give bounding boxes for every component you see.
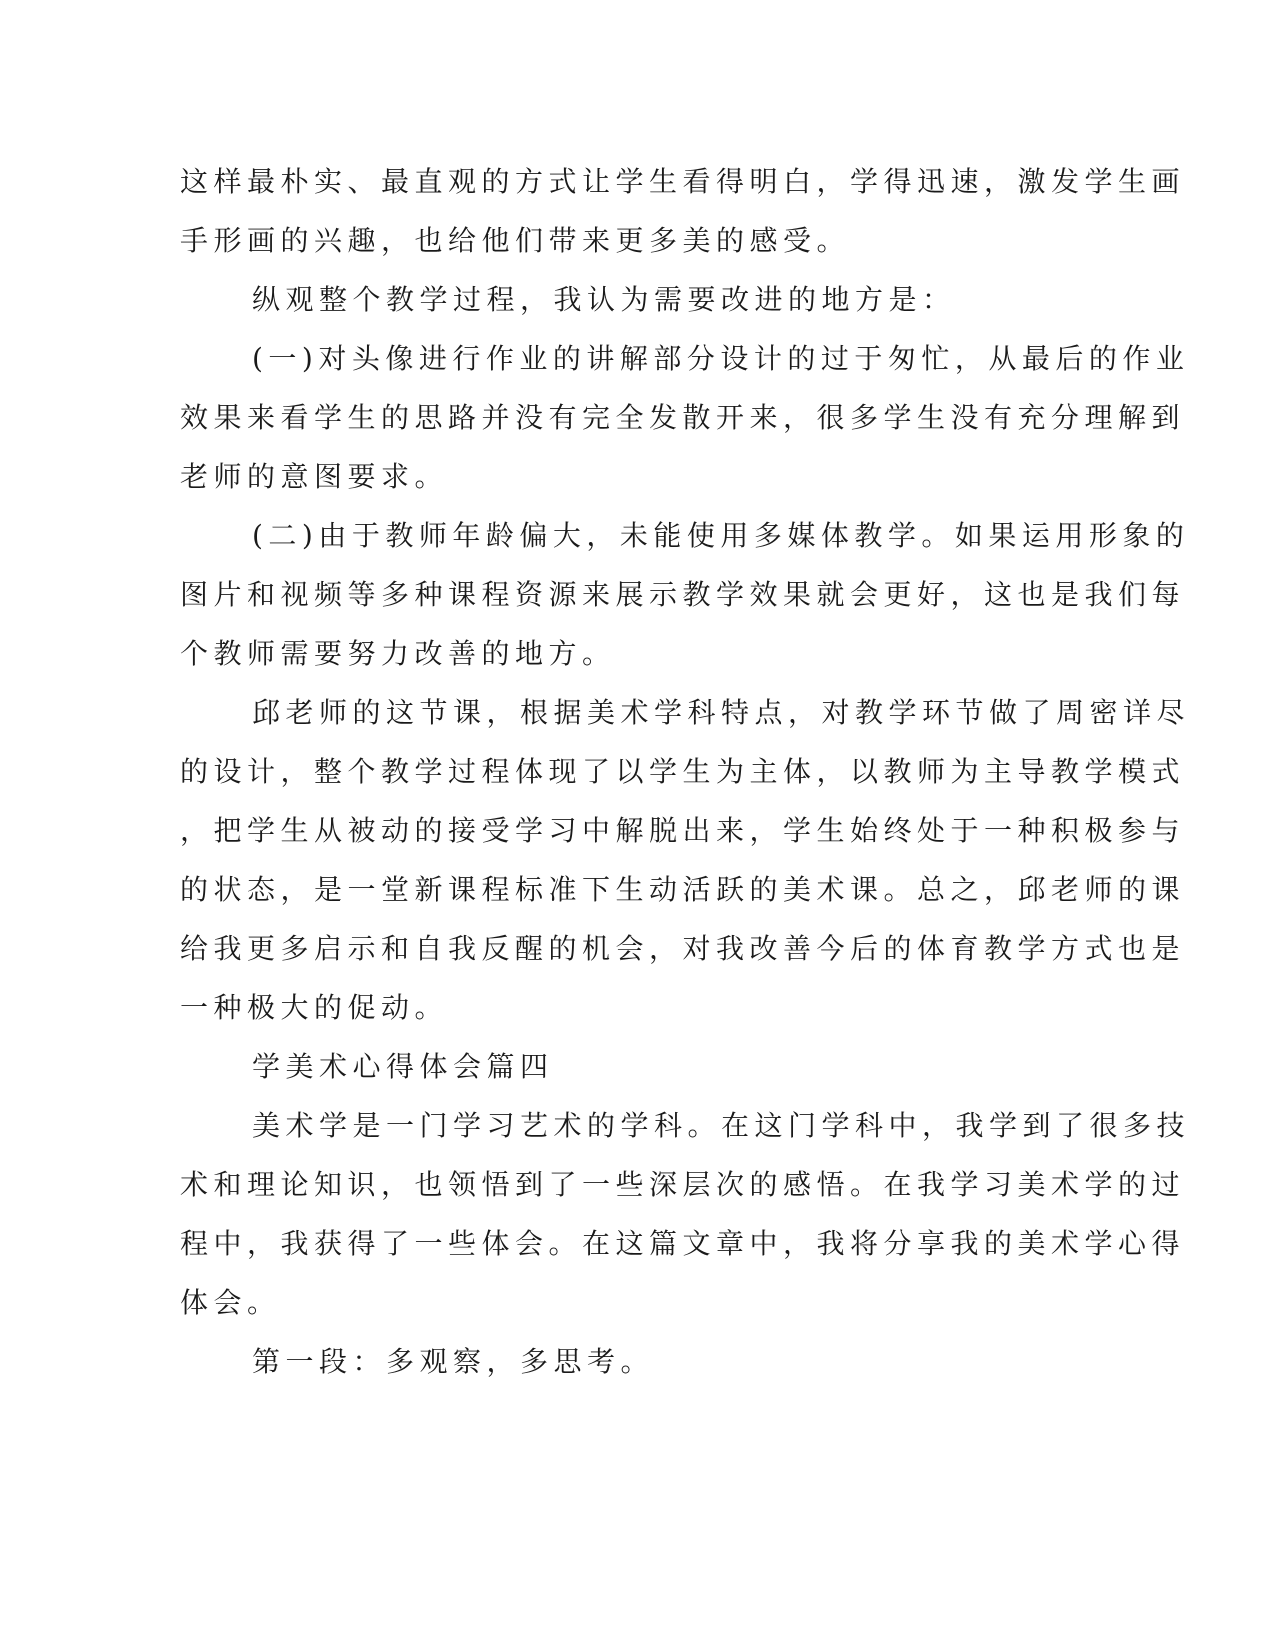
paragraph-start-line: 美术学是一门学习艺术的学科。在这门学科中，我学到了很多技: [252, 1109, 1191, 1142]
document-body: [180, 152, 1191, 1391]
text-line: 体会。: [180, 1286, 281, 1319]
text-line: 个教师需要努力改善的地方。: [180, 637, 616, 670]
paragraph-start-line: 纵观整个教学过程，我认为需要改进的地方是：: [252, 283, 956, 316]
text-line: 老师的意图要求。: [180, 460, 449, 493]
text-line: 的设计，整个教学过程体现了以学生为主体，以教师为主导教学模式: [180, 755, 1186, 788]
text-line: 术和理论知识，也领悟到了一些深层次的感悟。在我学习美术学的过: [180, 1168, 1186, 1201]
text-line: 一种极大的促动。: [180, 991, 449, 1024]
text-line: 的状态，是一堂新课程标准下生动活跃的美术课。总之，邱老师的课: [180, 873, 1186, 906]
paragraph-start-line: (一)对头像进行作业的讲解部分设计的过于匆忙，从最后的作业: [252, 342, 1190, 375]
text-line: 程中，我获得了一些体会。在这篇文章中，我将分享我的美术学心得: [180, 1227, 1186, 1260]
text-line: 效果来看学生的思路并没有完全发散开来，很多学生没有充分理解到: [180, 401, 1186, 434]
text-line: ，把学生从被动的接受学习中解脱出来，学生始终处于一种积极参与: [180, 814, 1186, 847]
paragraph-start-line: 邱老师的这节课，根据美术学科特点，对教学环节做了周密详尽: [252, 696, 1191, 729]
section-heading: 学美术心得体会篇四: [252, 1050, 554, 1083]
paragraph-start-line: 第一段：多观察，多思考。: [252, 1345, 655, 1378]
text-line: 图片和视频等多种课程资源来展示教学效果就会更好，这也是我们每: [180, 578, 1186, 611]
text-line: 给我更多启示和自我反醒的机会，对我改善今后的体育教学方式也是: [180, 932, 1186, 965]
paragraph-start-line: (二)由于教师年龄偏大，未能使用多媒体教学。如果运用形象的: [252, 519, 1190, 552]
text-line: 这样最朴实、最直观的方式让学生看得明白，学得迅速，激发学生画: [180, 165, 1186, 198]
text-line: 手形画的兴趣，也给他们带来更多美的感受。: [180, 224, 851, 257]
